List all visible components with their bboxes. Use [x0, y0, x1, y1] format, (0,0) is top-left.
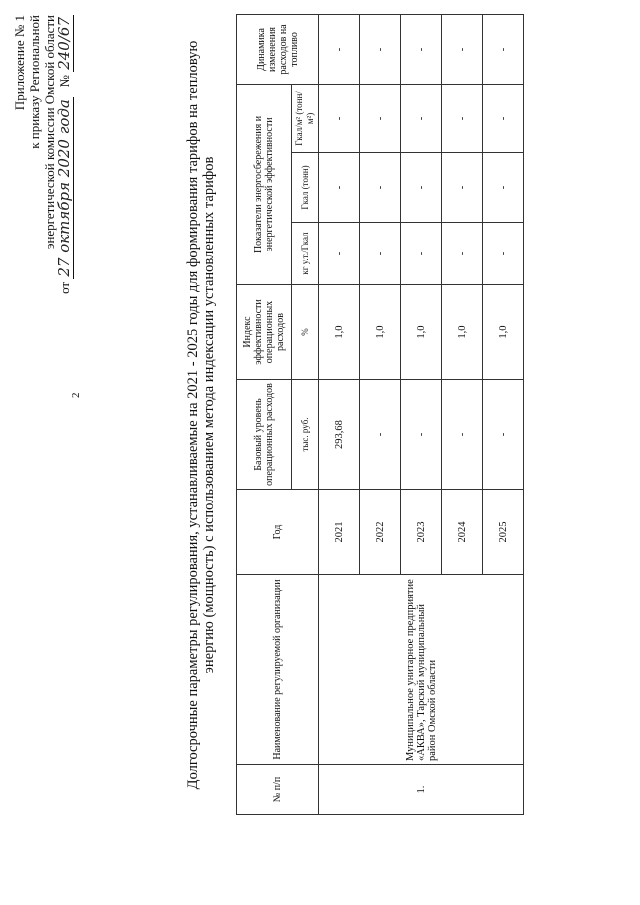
- cell-energy-3: -: [360, 84, 401, 152]
- number-prefix: №: [57, 75, 72, 88]
- cell-index: 1,0: [483, 285, 524, 380]
- date-prefix: от: [57, 281, 72, 294]
- header-base: Базовый уровень операционных расходов: [237, 380, 292, 490]
- cell-base: -: [360, 380, 401, 490]
- unit-index: %: [292, 285, 319, 380]
- appendix-commission-line: энергетической комиссии Омской области: [42, 15, 57, 250]
- unit-energy-3: Гкал/м² (тонн/м²): [292, 84, 319, 152]
- cell-base: 293,68: [319, 380, 360, 490]
- header-row: [237, 14, 292, 814]
- header-num: № п/п: [237, 765, 319, 815]
- header-energy: Показатели энергосбережения и энергетической эффективности: [237, 84, 292, 284]
- appendix-date-line: [57, 15, 72, 305]
- cell-year: 2022: [360, 490, 401, 575]
- org-number: 1.: [319, 765, 524, 815]
- document-title-line2: энергию (мощность) с использованием метода индексации установленных тарифов: [201, 156, 217, 674]
- page-number: 2: [70, 392, 82, 398]
- header-year: Год: [237, 490, 319, 575]
- cell-energy-3: -: [483, 84, 524, 152]
- appendix-block: [12, 15, 72, 305]
- cell-dynamics: -: [483, 14, 524, 84]
- cell-energy-3: -: [442, 84, 483, 152]
- document-title-line1: Долгосрочные параметры регулирования, устанавливаемые на 2021 - 2025 годы для формирования тарифов на тепловую: [185, 40, 201, 790]
- cell-index: 1,0: [360, 285, 401, 380]
- handwritten-date: 27 октября 2020 года: [55, 99, 73, 277]
- cell-year: 2025: [483, 490, 524, 575]
- cell-year: 2023: [401, 490, 442, 575]
- cell-energy-2: -: [401, 153, 442, 223]
- cell-dynamics: -: [360, 14, 401, 84]
- document-title: [185, 15, 217, 815]
- cell-energy-1: -: [319, 223, 360, 285]
- cell-base: -: [401, 380, 442, 490]
- unit-base: тыс. руб.: [292, 380, 319, 490]
- cell-energy-2: -: [319, 153, 360, 223]
- cell-energy-2: -: [360, 153, 401, 223]
- cell-energy-2: -: [483, 153, 524, 223]
- cell-energy-3: -: [401, 84, 442, 152]
- cell-dynamics: -: [401, 14, 442, 84]
- cell-base: -: [442, 380, 483, 490]
- cell-index: 1,0: [319, 285, 360, 380]
- cell-energy-1: -: [483, 223, 524, 285]
- cell-year: 2021: [319, 490, 360, 575]
- unit-energy-1: кг у.т./Гкал: [292, 223, 319, 285]
- header-index: Индекс эффективности операционных расходов: [237, 285, 292, 380]
- cell-dynamics: -: [442, 14, 483, 84]
- header-org: Наименование регулируемой организации: [237, 575, 319, 765]
- parameters-table: [236, 14, 524, 815]
- header-dynamics: Динамика изменения расходов на топливо: [237, 14, 319, 84]
- cell-energy-2: -: [442, 153, 483, 223]
- cell-energy-1: -: [401, 223, 442, 285]
- cell-year: 2024: [442, 490, 483, 575]
- unit-energy-2: Гкал (тонн): [292, 153, 319, 223]
- table-row: [319, 14, 360, 814]
- cell-index: 1,0: [442, 285, 483, 380]
- cell-energy-3: -: [319, 84, 360, 152]
- appendix-title: Приложение № 1: [12, 15, 27, 111]
- org-name: Муниципальное унитарное предприятие «АКВА», Тарский муниципальный район Омской области: [319, 575, 524, 765]
- cell-dynamics: -: [319, 14, 360, 84]
- cell-base: -: [483, 380, 524, 490]
- cell-index: 1,0: [401, 285, 442, 380]
- appendix-order-line: к приказу Региональной: [27, 15, 42, 149]
- cell-energy-1: -: [442, 223, 483, 285]
- cell-energy-1: -: [360, 223, 401, 285]
- handwritten-number: 240/67: [55, 17, 73, 70]
